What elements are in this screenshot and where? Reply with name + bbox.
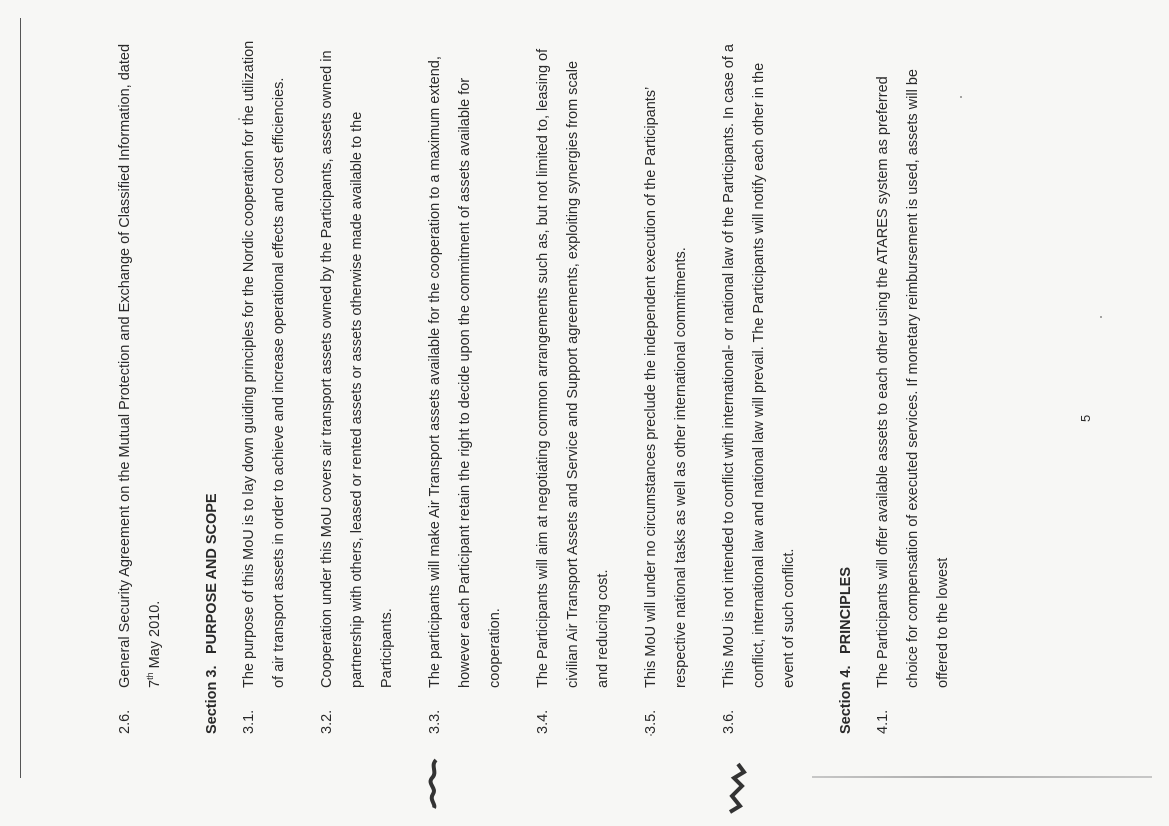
section-title: PRINCIPLES — [838, 566, 854, 654]
clause-3-1 — [234, 34, 294, 734]
clause-text: Cooperation under this MoU covers air transport assets owned by the Participants, assets owned in partnership with others, leased or rented assets or assets otherwise made available to the Participants. — [319, 50, 395, 688]
clause-3-4 — [528, 34, 618, 734]
clause-3-2 — [312, 34, 402, 734]
clause-text: The purpose of this MoU is to lay down guiding principles for the Nordic cooperation for the utilization of air transport assets in order to achieve and increase operational effects and cost efficiencies. — [241, 40, 287, 688]
section-3-heading — [204, 34, 220, 734]
clause-number: 3.5. — [643, 709, 659, 734]
clause-2-6 — [110, 34, 170, 734]
section-title: PURPOSE AND SCOPE — [204, 493, 220, 654]
clause-text-tail: May 2010. — [147, 600, 163, 673]
clause-3-3 — [420, 34, 510, 734]
page-number: 5 — [1078, 414, 1093, 422]
clause-text: This MoU is not intended to conflict with international- or national law of the Participants. In case of a conflict, international law and national law will prevail. The Participants will notify each other in the event of such conflict. — [721, 44, 797, 688]
clause-text: The Participants will aim at negotiating common arrangements such as, but not limited to, leasing of civilian Air Transport Assets and Service and Support agreements, exploiting synergies from scale and reducing cost. — [535, 48, 611, 688]
page-content — [110, 34, 976, 734]
section-label: Section 4. — [838, 665, 854, 734]
clause-text: The Participants will offer available assets to each other using the ATARES system as preferred choice for compensation of executed services. If monetary reimbursement is used, assets will be offered to the lowest — [875, 69, 951, 688]
clause-3-5 — [636, 34, 696, 734]
clause-number: 3.3. — [427, 709, 443, 734]
clause-number: 4.1. — [875, 709, 891, 734]
clause-number: 3.2. — [319, 709, 335, 734]
section-4-heading — [838, 34, 854, 734]
clause-text-main: General Security Agreement on the Mutual Protection and Exchange of Classified Information, dated 7 — [117, 43, 163, 688]
clause-number: 2.6. — [117, 709, 133, 734]
clause-3-6 — [714, 34, 804, 734]
clause-number: 3.4. — [535, 709, 551, 734]
clause-number: 3.1. — [241, 709, 257, 734]
clause-number: 3.6. — [721, 709, 737, 734]
clause-text — [110, 34, 170, 688]
clause-text: The participants will make Air Transport assets available for the cooperation to a maximum extend, however each Participant retain the right to decide upon the commitment of assets available for cooperation. — [427, 56, 503, 688]
clause-text: This MoU will under no circumstances preclude the independent execution of the Participants’ respective national tasks as well as other international commitments. — [643, 87, 689, 688]
section-label: Section 3. — [204, 665, 220, 734]
clause-text-superscript: th — [145, 672, 156, 680]
clause-4-1 — [868, 34, 958, 734]
